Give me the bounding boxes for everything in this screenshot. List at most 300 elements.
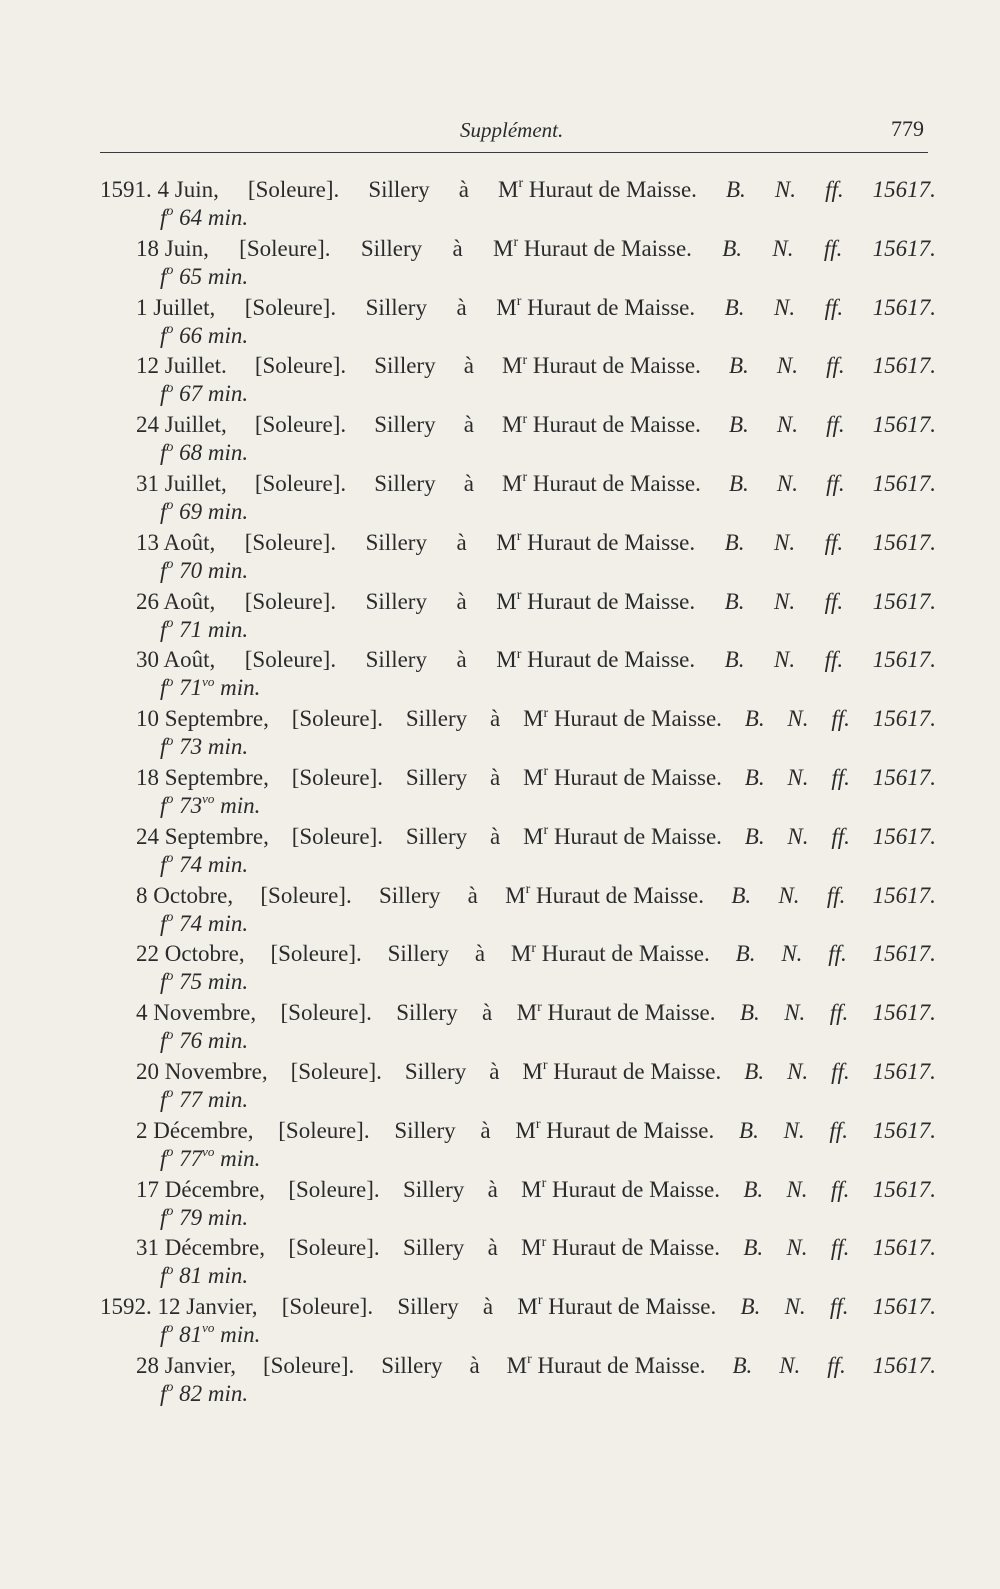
entry-place: [Soleure]. [281,1294,374,1320]
ref-number: 15617. [872,529,936,555]
folio-suffix: min. [207,557,249,583]
folio-number: 74 [179,851,203,877]
entry-line [100,1291,936,1322]
recipient-name: Huraut de Maisse. [527,588,696,614]
recipient-title-sup: r [518,176,524,192]
entry-date: 31 Juillet, [136,470,227,496]
recipient-title: M [510,941,532,967]
folio-number: 77 [179,1086,203,1112]
entry-line [100,586,936,617]
letter-entry [100,468,936,527]
entry-author: Sillery [402,1176,465,1202]
entry-year: 1592. [100,1294,152,1320]
ref-ff: ff. [825,177,844,202]
folio-prefix: f [160,498,167,524]
recipient-title-sup: r [543,705,549,721]
recipient-title: M [496,647,517,673]
entry-author: Sillery [374,412,436,438]
recipient-title: M [502,353,523,379]
entry-date: 1 Juillet, [136,294,216,320]
recipient-title-sup: r [537,1293,543,1309]
entry-date: 20 Novembre, [136,1058,268,1084]
recipient-title-sup: r [516,529,522,545]
entry-line [100,997,936,1028]
recipient-name: Huraut de Maisse. [547,1000,716,1026]
entry-author: Sillery [368,177,430,202]
entry-date: 4 Novembre, [136,1000,257,1026]
folio-prefix-sup: o [166,1321,174,1337]
ref-b: B. [724,529,745,555]
recipient-title: M [493,235,514,261]
letter-entry [100,997,936,1056]
ref-number: 15617. [872,882,936,908]
entry-place: [Soleure]. [260,882,352,908]
entry-date-group [136,644,215,675]
folio-line [100,1322,936,1349]
folio-suffix: min. [207,910,249,936]
folio-prefix-sup: o [166,498,174,514]
recipient-title-sup: r [541,1175,547,1191]
ref-ff: ff. [824,294,844,320]
entry-place: [Soleure]. [291,764,384,790]
entry-date: 22 Octobre, [136,941,245,967]
recipient-name: Huraut de Maisse. [541,941,710,967]
folio-line [100,1263,936,1290]
recipient-title: M [505,882,526,908]
folio-prefix: f [160,969,167,995]
entry-line [100,644,936,675]
folio-number: 77 [179,1145,203,1171]
entry-date-group [100,174,219,205]
folio-prefix-sup: o [166,615,174,631]
folio-suffix: min. [207,1380,249,1406]
ref-n: N. [776,470,798,496]
entry-recipient [511,938,710,969]
folio-number: 71 [179,616,203,642]
entry-author: Sillery [387,941,449,967]
ref-number: 15617. [872,294,936,320]
recipient-title-sup: r [542,1058,548,1074]
ref-n: N. [783,1117,805,1143]
ref-ff: ff. [826,882,846,908]
entry-preposition: à [469,1352,480,1378]
folio-prefix: f [160,557,167,583]
folio-suffix: min. [220,792,261,818]
recipient-name: Huraut de Maisse. [548,1294,717,1320]
recipient-title-sup: r [543,764,549,780]
recipient-title-sup: r [541,1234,547,1250]
folio-line [100,1381,936,1408]
ref-ff: ff. [831,1058,850,1084]
ref-b: B. [743,1176,764,1202]
folio-prefix-sup: o [166,851,174,867]
folio-line [100,381,936,408]
letter-entry [100,938,936,997]
folio-line [100,205,936,232]
folio-number: 74 [179,910,203,936]
folio-number: 82 [179,1380,203,1406]
entry-author: Sillery [404,1058,467,1084]
ref-b: B. [731,882,752,908]
recipient-name: Huraut de Maisse. [527,647,696,673]
entry-date: 10 Septembre, [136,706,269,732]
folio-suffix: min. [207,498,249,524]
recipient-title: M [506,1352,528,1378]
entry-date: 12 Janvier, [157,1294,258,1320]
entry-recipient [493,233,692,264]
entry-author: Sillery [365,588,427,614]
recipient-title-sup: r [513,235,519,251]
letter-entry [100,586,936,645]
folio-line [100,969,936,996]
ref-b: B. [739,1117,759,1143]
entry-author: Sillery [394,1117,456,1143]
entry-date-group [136,821,269,852]
ref-n: N. [781,941,803,967]
ref-b: B. [724,588,745,614]
letter-entry [100,409,936,468]
entry-line [100,762,936,793]
entry-author: Sillery [381,1352,443,1378]
ref-ff: ff. [824,529,844,555]
ref-n: N. [774,529,796,555]
recipient-name: Huraut de Maisse. [527,529,696,555]
folio-suffix: min. [207,1204,249,1230]
entry-author: Sillery [365,647,427,673]
recipient-title-sup: r [531,940,537,956]
entry-date: 4 Juin, [157,177,219,202]
ref-number: 15617. [872,1235,936,1261]
folio-line [100,911,936,938]
entry-line [100,703,936,734]
folio-prefix: f [160,851,167,877]
folio-prefix-sup: o [166,263,174,279]
entry-preposition: à [456,529,467,555]
ref-ff: ff. [824,588,844,614]
recipient-title-sup: r [516,587,522,603]
letter-entry [100,762,936,821]
recipient-name: Huraut de Maisse. [553,1058,722,1084]
entry-date-group [136,527,215,558]
recipient-name: Huraut de Maisse. [553,706,722,732]
recipient-title: M [502,412,523,438]
entry-author: Sillery [402,1235,465,1261]
ref-n: N. [787,764,809,790]
entry-place: [Soleure]. [254,353,347,379]
ref-n: N. [786,1176,808,1202]
letter-entry [100,527,936,586]
entry-recipient [517,997,716,1028]
entry-date-group [136,1232,265,1263]
folio-prefix: f [160,792,167,818]
entry-recipient [502,409,701,440]
entry-date: 30 Août, [136,647,216,673]
entry-recipient [507,1350,706,1381]
ref-number: 15617. [872,1000,936,1026]
entry-line [100,1174,936,1205]
entry-recipient [502,350,701,381]
letter-entry [100,880,936,939]
ref-ff: ff. [830,1235,850,1261]
ref-ff: ff. [830,1176,850,1202]
recipient-name: Huraut de Maisse. [536,882,705,908]
entry-preposition: à [487,1235,498,1261]
entry-preposition: à [480,1117,491,1143]
ref-number: 15617. [872,1352,936,1378]
entry-place: [Soleure]. [254,470,347,496]
letter-entry [100,703,936,762]
folio-prefix-sup: o [166,792,174,808]
entry-line [100,527,936,558]
folio-suffix: min. [207,1086,249,1112]
entry-date-group [136,880,233,911]
folio-prefix-sup: o [166,439,174,455]
entry-recipient [498,174,697,205]
entry-preposition: à [463,412,474,438]
entry-recipient [521,1232,720,1263]
folio-prefix: f [160,1145,167,1171]
ref-b: B. [744,823,765,849]
recipient-title: M [498,177,519,202]
ref-number: 15617. [872,353,936,379]
folio-line [100,617,936,644]
ref-n: N. [784,1294,806,1320]
ref-number: 15617. [872,588,936,614]
folio-suffix: min. [207,1263,249,1289]
letter-entry [100,1115,936,1174]
folio-line [100,852,936,879]
folio-number: 79 [179,1204,203,1230]
ref-n: N. [776,412,798,438]
entry-preposition: à [490,823,501,849]
ref-b: B. [728,470,749,496]
entry-recipient [496,527,695,558]
running-head [100,114,928,154]
entry-line [100,350,936,381]
folio-verso: vo [202,1144,215,1160]
recipient-title-sup: r [522,470,528,486]
folio-verso: vo [202,791,215,807]
folio-suffix: min. [220,1322,261,1348]
recipient-name: Huraut de Maisse. [527,294,696,320]
entry-date: 24 Septembre, [136,823,269,849]
recipient-name: Huraut de Maisse. [553,764,722,790]
ref-ff: ff. [827,1352,846,1378]
folio-prefix: f [160,1086,167,1112]
ref-n: N. [787,823,809,849]
recipient-name: Huraut de Maisse. [532,470,701,496]
recipient-title: M [502,470,523,496]
entry-preposition: à [456,588,467,614]
folio-line [100,793,936,820]
ref-number: 15617. [872,470,936,496]
recipient-name: Huraut de Maisse. [546,1117,715,1143]
entry-date-group [136,703,269,734]
ref-number: 15617. [872,1117,936,1143]
letter-entry [100,292,936,351]
ref-number: 15617. [872,823,936,849]
recipient-title-sup: r [516,646,522,662]
folio-suffix: min. [207,851,249,877]
entry-recipient [505,880,704,911]
entry-date: 28 Janvier, [136,1352,236,1378]
ref-n: N. [786,1235,808,1261]
ref-number: 15617. [872,706,936,732]
ref-b: B. [744,764,765,790]
folio-prefix: f [160,1204,167,1230]
ref-ff: ff. [826,412,845,438]
entry-date: 24 Juillet, [136,412,227,438]
entry-recipient [502,468,701,499]
folio-line [100,499,936,526]
folio-prefix-sup: o [166,204,174,220]
recipient-name: Huraut de Maisse. [523,235,692,261]
entry-preposition: à [489,1058,500,1084]
recipient-title-sup: r [522,352,528,368]
folio-number: 67 [179,381,203,407]
ref-number: 15617. [872,412,936,438]
folio-prefix-sup: o [166,321,174,337]
entry-line [100,880,936,911]
entry-place: [Soleure]. [244,529,337,555]
entry-date: 8 Octobre, [136,882,234,908]
folio-prefix-sup: o [166,968,174,984]
folio-prefix: f [160,205,167,230]
entry-line [100,292,936,323]
ref-b: B. [726,177,746,202]
header-rule [100,152,928,153]
entry-line [100,1350,936,1381]
folio-prefix-sup: o [166,1145,174,1161]
ref-n: N. [787,1058,809,1084]
ref-n: N. [779,1352,801,1378]
folio-suffix: min. [207,205,249,230]
recipient-title: M [523,764,544,790]
entry-date: 18 Juin, [136,235,209,261]
folio-line [100,440,936,467]
folio-number: 70 [179,557,203,583]
entry-preposition: à [474,941,486,967]
entry-preposition: à [456,294,467,320]
recipient-name: Huraut de Maisse. [528,177,697,202]
ref-b: B. [735,941,756,967]
entry-date-group [136,938,245,969]
ref-ff: ff. [831,764,850,790]
entry-date-group [136,586,215,617]
entry-date: 13 Août, [136,529,216,555]
ref-b: B. [722,235,743,261]
entry-line [100,821,936,852]
folio-suffix: min. [207,381,249,407]
ref-number: 15617. [872,764,936,790]
ref-ff: ff. [828,941,847,967]
recipient-title: M [523,706,544,732]
entry-place: [Soleure]. [254,412,347,438]
ref-ff: ff. [823,235,843,261]
ref-ff: ff. [826,353,845,379]
folio-line [100,1028,936,1055]
entry-place: [Soleure]. [288,1235,380,1261]
folio-prefix: f [160,1322,167,1348]
letter-entry [100,350,936,409]
ref-ff: ff. [829,1117,848,1143]
entry-recipient [521,1174,720,1205]
entry-author: Sillery [374,353,436,379]
letter-entry [100,1174,936,1233]
letter-entry [100,1350,936,1409]
folio-prefix: f [160,675,167,701]
recipient-title-sup: r [527,1352,532,1368]
entry-place: [Soleure]. [247,177,340,202]
folio-prefix-sup: o [166,909,174,925]
recipient-name: Huraut de Maisse. [537,1352,706,1378]
entry-line [100,409,936,440]
folio-prefix: f [160,910,167,936]
entry-author: Sillery [365,529,427,555]
entry-line [100,174,936,205]
folio-prefix: f [160,263,167,289]
entry-line [100,1232,936,1263]
recipient-name: Huraut de Maisse. [552,1235,721,1261]
entry-date: 31 Décembre, [136,1235,265,1261]
ref-ff: ff. [831,823,850,849]
entry-date: 18 Septembre, [136,764,269,790]
ref-n: N. [774,588,796,614]
ref-n: N. [778,882,800,908]
entry-recipient [523,762,722,793]
entry-recipient [523,821,722,852]
folio-prefix: f [160,322,167,348]
folio-line [100,264,936,291]
entry-recipient [496,644,695,675]
entry-preposition: à [487,1176,498,1202]
ref-b: B. [728,412,749,438]
ref-b: B. [728,353,749,379]
ref-b: B. [732,1352,753,1378]
folio-verso: vo [202,1320,215,1336]
entry-date-group [136,468,227,499]
entry-preposition: à [490,706,501,732]
entry-preposition: à [490,764,501,790]
recipient-title: M [496,529,517,555]
entry-recipient [523,703,722,734]
entry-place: [Soleure]. [278,1117,370,1143]
entry-author: Sillery [396,1000,458,1026]
folio-number: 71 [179,675,203,701]
entry-place: [Soleure]. [244,294,337,320]
folio-number: 65 [179,263,203,289]
entry-date-group [100,1291,258,1322]
folio-suffix: min. [207,322,249,348]
folio-suffix: min. [207,616,249,642]
entry-preposition: à [482,1000,493,1026]
entry-year: 1591. [100,177,152,202]
entry-recipient [515,1115,714,1146]
folio-number: 64 [179,205,203,230]
folio-prefix: f [160,734,167,760]
folio-suffix: min. [220,675,261,701]
folio-number: 81 [179,1322,203,1348]
ref-number: 15617. [872,177,936,202]
folio-suffix: min. [207,1028,249,1054]
entry-preposition: à [482,1294,494,1320]
recipient-title-sup: r [516,293,522,309]
ref-n: N. [774,647,796,673]
folio-line [100,1146,936,1173]
recipient-title: M [496,588,517,614]
recipient-title-sup: r [537,999,542,1015]
entry-date: 12 Juillet. [136,353,227,379]
